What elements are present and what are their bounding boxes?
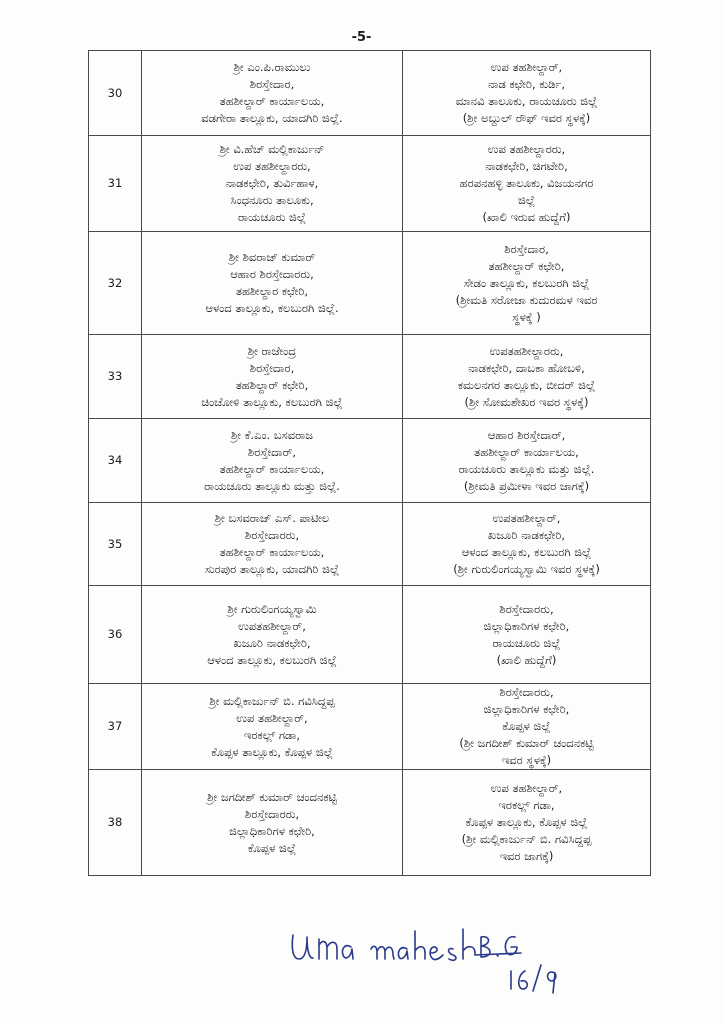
new-posting-line: ಇರಕಲ್ಲ್ ಗಡಾ, [498,798,555,812]
new-posting-line: (ಶ್ರೀ ಗುರುಲಿಂಗಯ್ಯಸ್ವಾಮಿ ಇವರ ಸ್ಥಳಕ್ಕೆ) [453,562,600,576]
serial-number-cell: 33 [89,335,142,419]
new-posting-line: ಇವರ ಜಾಗಕ್ಕೆ) [499,849,554,863]
new-posting-line: (ಶ್ರೀ ಮಲ್ಲಿಕಾರ್ಜುನ್ ಬಿ. ಗವಿಸಿದ್ದಪ್ಪ [461,832,592,846]
current-posting-cell [142,136,403,232]
current-posting-line: ಶಿರಸ್ತೇದಾರರು, [244,806,300,821]
new-posting-cell [403,684,651,770]
new-posting-line: ರಾಯಚೂರು ತಾಲ್ಲೂಕು ಮತ್ತು ಜಿಲ್ಲೆ. [458,461,595,476]
current-posting-line: ತಹಶಿಲ್ದಾರ್ ಕಛೇರಿ, [235,377,309,392]
current-posting-line: ಶಿರಸ್ತೇದಾರ್, [247,444,297,459]
new-posting-line: ಮಾನವಿ ತಾಲೂಕು, ರಾಯಚೂರು ಜಿಲ್ಲೆ [455,94,598,108]
current-posting-line: ಖಜೂರಿ ನಾಡಕಛೇರಿ, [233,635,311,650]
serial-number-cell: 30 [89,51,142,136]
serial-number-cell: 35 [89,503,142,586]
new-posting-line: ಉಪ ತಹಶೀಲ್ದಾರರು, [487,142,566,156]
new-posting-line: ಉಪತಹಶೀಲ್ದಾರರು, [489,343,564,358]
new-posting-line: ಜಿಲ್ಲಾಧಿಕಾರಿಗಳ ಕಛೇರಿ, [483,702,570,716]
current-posting-line: ಆಳಂದ ತಾಲ್ಲೂಕು, ಕಲಬುರಗಿ ಜಿಲ್ಲೆ [207,652,337,667]
new-posting-line: ಉಪತಹಶೀಲ್ದಾರ್, [492,511,561,525]
transfer-table [88,50,651,876]
current-posting-line: ಸಿಂಧನೂರು ತಾಲೂಕು, [230,193,314,207]
current-posting-line: ಶ್ರೀ ಮಲ್ಲಿಕಾರ್ಜುನ್ ಬಿ. ಗವಿಸಿದ್ದಪ್ಪ [209,693,335,708]
table-row [89,770,651,876]
new-posting-line: ಉಪ ತಹಶೀಲ್ದಾರ್, [490,60,563,74]
current-posting-line: ರಾಯಚೂರು ತಾಲ್ಲೂಕು ಮತ್ತು ಜಿಲ್ಲೆ. [204,478,340,493]
new-posting-cell [403,419,651,503]
table-row [89,136,651,232]
new-posting-cell [403,136,651,232]
current-posting-line: ತಹಶೀಲ್ದಾರ ಕಛೇರಿ, [235,284,309,298]
current-posting-line: ಶ್ರೀ ಶಿವರಾಜ್ ಕುಮಾರ್ [228,250,316,264]
current-posting-line: ಕೊಪ್ಪಳ ತಾಲ್ಲೂಕು, ಕೊಪ್ಪಳ ಜಿಲ್ಲೆ [211,744,333,759]
new-posting-line: ಜಿಲ್ಲೆ [517,193,535,207]
new-posting-cell [403,335,651,419]
table-row [89,503,651,586]
new-posting-cell [403,503,651,586]
current-posting-cell [142,51,403,136]
new-posting-line: ಶಿರಸ್ತೇದಾರರು, [499,685,554,699]
new-posting-line: ರಾಯಚೂರು ಜಿಲ್ಲೆ [492,635,561,650]
new-posting-line: ಆಹಾರ ಶಿರಸ್ತೇದಾರ್, [487,427,566,442]
table-row [89,232,651,335]
new-posting-line: ಶಿರಸ್ತೇದಾರರು, [499,601,554,616]
current-posting-cell [142,335,403,419]
new-posting-line: ಇವರ ಸ್ಥಳಕ್ಕೆ) [501,753,552,767]
current-posting-line: ಆಹಾರ ಶಿರಸ್ತೇದಾರರು, [230,267,314,281]
current-posting-line: ಶಿರಸ್ತೇದಾರ, [249,360,295,375]
current-posting-line: ಇರಕಲ್ಲ್ ಗಡಾ, [243,727,301,742]
new-posting-line: ಆಳಂದ ತಾಲ್ಲೂಕು, ಕಲಬುರಗಿ ಜಿಲ್ಲೆ [461,545,592,559]
current-posting-line: ನಾಡಕಛೇರಿ, ತುರ್ವಿಹಾಳ, [225,176,319,190]
current-posting-line: ಶ್ರೀ ಎಂ.ಪಿ.ರಾಮುಲು [233,60,311,74]
serial-number-cell: 31 [89,136,142,232]
current-posting-line: ಶ್ರೀ ವಿ.ಹೆಚ್ ಮಲ್ಲಿಕಾರ್ಜುನ್ [219,142,325,156]
current-posting-line: ಜಿಲ್ಲಾಧಿಕಾರಿಗಳ ಕಛೇರಿ, [229,823,315,838]
new-posting-cell [403,51,651,136]
current-posting-cell [142,503,403,586]
new-posting-line: ಶಿರಸ್ತೇದಾರ, [504,241,549,256]
current-posting-line: ಉಪ ತಹಶೀಲ್ದಾರ್, [236,710,308,725]
new-posting-cell [403,770,651,876]
new-posting-line: (ಖಾಲಿ ಇರುವ ಹುದ್ದೆಗೆ) [482,210,571,224]
current-posting-cell [142,232,403,335]
serial-number-cell: 34 [89,419,142,503]
current-posting-line: ಶ್ರೀ ರಾಜೇಂದ್ರ [247,343,297,358]
table-row [89,51,651,136]
current-posting-line: ಚಿಂಚೋಳಿ ತಾಲ್ಲೂಕು, ಕಲಬುರಗಿ ಜಿಲ್ಲೆ [201,394,343,409]
current-posting-line: ಕೊಪ್ಪಳ ಜಿಲ್ಲೆ [247,840,297,855]
new-posting-line: ಸ್ಥಳಕ್ಕೆ ) [512,309,541,324]
new-posting-line: ಸೇಡಂ ತಾಲ್ಲೂಕು, ಕಲಬುರಗಿ ಜಿಲ್ಲೆ [463,275,590,290]
new-posting-line: (ಶ್ರೀ ಅಬ್ದುಲ್ ರೌಫ್ ಇವರ ಸ್ಥಳಕ್ಕೆ) [462,111,591,125]
new-posting-line: ನಾಡಕಛೇರಿ, ದಾಬಕಾ ಹೋಬಳಿ, [468,360,585,375]
new-posting-line: ನಾಡ ಕಛೇರಿ, ಕುರ್ಡಿ, [488,77,565,91]
current-posting-cell [142,770,403,876]
new-posting-line: (ಖಾಲಿ ಹುದ್ದೆಗೆ) [496,652,557,667]
current-posting-line: ಶ್ರೀ ಬಸವರಾಜ್ ಎಸ್. ಪಾಟೀಲ [214,511,330,525]
serial-number-cell: 32 [89,232,142,335]
new-posting-line: ಜಿಲ್ಲಾಧಿಕಾರಿಗಳ ಕಛೇರಿ, [483,618,570,633]
page-number: -5- [351,30,372,45]
current-posting-line: ತಹಶೀಲ್ದಾರ್ ಕಾರ್ಯಾಲಯ, [219,461,325,476]
current-posting-line: ಆಳಂದ ತಾಲ್ಲೂಕು, ಕಲಬುರಗಿ ಜಿಲ್ಲೆ. [205,301,339,315]
new-posting-line: ಉಪ ತಹಶೀಲ್ದಾರ್, [490,781,563,795]
table-row [89,586,651,684]
current-posting-cell [142,419,403,503]
handwritten-signature [285,915,575,995]
serial-number-cell: 37 [89,684,142,770]
table-row [89,419,651,503]
new-posting-line: (ಶ್ರೀಮತಿ ಪ್ರಮೀಳಾ ಇವರ ಜಾಗಕ್ಕೆ) [463,478,590,493]
new-posting-line: ತಹಶೀಲ್ದಾರ್ ಕಛೇರಿ, [488,258,565,273]
transfer-table-body [89,51,651,876]
table-row [89,335,651,419]
current-posting-cell [142,586,403,684]
serial-number-cell: 36 [89,586,142,684]
current-posting-line: ಶ್ರೀ ಜಗದೀಶ್ ಕುಮಾರ್ ಚಂದನಕಟ್ಟಿ [207,789,337,804]
new-posting-cell [403,232,651,335]
new-posting-cell [403,586,651,684]
current-posting-line: ವಡಗೇರಾ ತಾಲ್ಲೂಕು, ಯಾದಗಿರಿ ಜಿಲ್ಲೆ. [201,111,343,125]
current-posting-line: ರಾಯಚೂರು ಜಿಲ್ಲೆ [237,210,307,224]
new-posting-line: ಖಜೂರಿ ನಾಡಕಛೇರಿ, [487,528,566,542]
new-posting-line: ಹರಪನಹಳ್ಳಿ ತಾಲೂಕು, ವಿಜಯನಗರ [459,176,594,190]
new-posting-line: ತಹಶೀಲ್ದಾರ್ ಕಾರ್ಯಾಲಯ, [474,444,579,459]
current-posting-cell [142,684,403,770]
new-posting-line: (ಶ್ರೀ ಸೋಮಶೇಖರ ಇವರ ಸ್ಥಳಕ್ಕೆ) [464,394,589,409]
new-posting-line: ನಾಡಕಛೇರಿ, ಚಿಗಟೇರಿ, [485,159,568,173]
current-posting-line: ಶಿರಸ್ತೇದಾರರು, [244,528,300,542]
current-posting-line: ಉಪತಹಶೀಲ್ದಾರ್, [238,618,306,633]
current-posting-line: ಶ್ರೀ ಗುರುಲಿಂಗಯ್ಯಸ್ವಾಮಿ [227,601,317,616]
current-posting-line: ಉಪ ತಹಶೀಲ್ದಾರರು, [233,159,311,173]
current-posting-line: ಶಿರಸ್ತೇದಾರ, [249,77,295,91]
new-posting-line: (ಶ್ರೀಮತಿ ಸರೋಜಾ ಕುದುರಮಳ ಇವರ [455,292,598,307]
current-posting-line: ತಹಶೀಲ್ದಾರ್ ಕಾರ್ಯಾಲಯ, [219,545,325,559]
table-row [89,684,651,770]
serial-number-cell: 38 [89,770,142,876]
current-posting-line: ಸುರಪುರ ತಾಲ್ಲೂಕು, ಯಾದಗಿರಿ ಜಿಲ್ಲೆ [204,562,340,576]
new-posting-line: (ಶ್ರೀ ಜಗದೀಶ್ ಕುಮಾರ್ ಚಂದನಕಟ್ಟಿ [459,736,594,750]
current-posting-line: ಶ್ರೀ ಕೆ.ಎಂ. ಬಸವರಾಜ [231,427,313,442]
new-posting-line: ಕಮಲನಗರ ತಾಲ್ಲೂಕು, ಬೀದರ್ ಜಿಲ್ಲೆ [457,377,596,392]
new-posting-line: ಕೊಪ್ಪಳ ತಾಲ್ಲೂಕು, ಕೊಪ್ಪಳ ಜಿಲ್ಲೆ [465,815,588,829]
new-posting-line: ಕೊಪ್ಪಳ ಜಿಲ್ಲೆ [502,719,551,733]
current-posting-line: ತಹಶೀಲ್ದಾರ್ ಕಾರ್ಯಾಲಯ, [219,94,325,108]
